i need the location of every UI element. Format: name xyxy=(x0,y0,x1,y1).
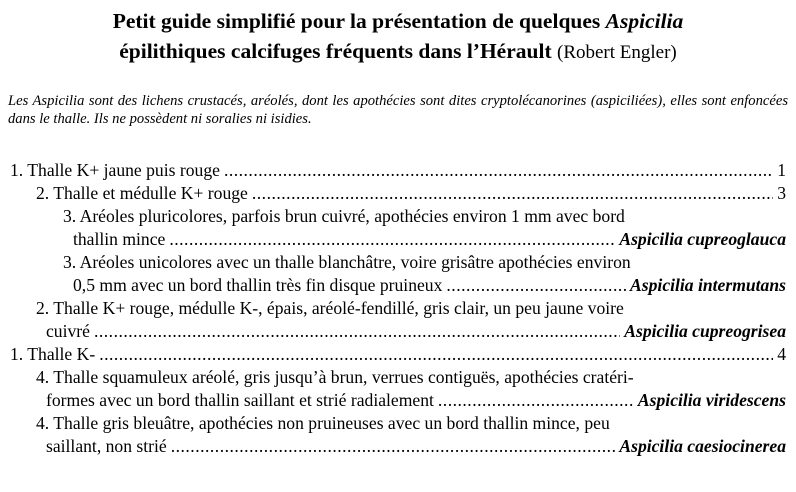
key-entry-line-1: 2. Thalle K+ rouge, médulle K-, épais, aréolé-fendillé, gris clair, un peu jaune voire xyxy=(36,298,624,318)
leader-dots xyxy=(252,182,773,205)
document-title xyxy=(0,6,796,68)
key-entry-line-2: formes avec un bord thallin saillant et strié radialement xyxy=(46,390,434,410)
intro-paragraph: Les Aspicilia sont des lichens crustacés, aréolés, dont les apothécies sont dites cryptolécanorines (aspiciliées), elles sont enfoncées dans le thalle. Ils ne possèdent ni soralies ni isidies. xyxy=(8,93,788,127)
key-entry-line-1: 3. Aréoles unicolores avec un thalle blanchâtre, voire grisâtre apothécies environ xyxy=(63,252,631,272)
title-line-1-text: Petit guide simplifié pour la présentation de quelques xyxy=(112,9,606,33)
key-entry-1 xyxy=(10,159,786,182)
species-name: Aspicilia intermutans xyxy=(630,275,786,295)
key-entry-5 xyxy=(36,297,786,343)
key-entry-target: 3 xyxy=(777,183,786,203)
species-name: Aspicilia caesiocinerea xyxy=(619,436,786,456)
title-line-1 xyxy=(0,6,796,36)
leader-dots xyxy=(99,343,773,366)
key-entry-4 xyxy=(63,251,786,297)
key-entry-line-2: thallin mince xyxy=(73,229,166,249)
key-entry-line-1: 3. Aréoles pluricolores, parfois brun cuivré, apothécies environ 1 mm avec bord xyxy=(63,206,625,226)
species-name: Aspicilia cupreoglauca xyxy=(619,229,786,249)
species-name: Aspicilia viridescens xyxy=(637,390,786,410)
key-entry-line-1: 4. Thalle gris bleuâtre, apothécies non pruineuses avec un bord thallin mince, peu xyxy=(36,413,610,433)
key-entry-2 xyxy=(36,182,786,205)
title-line-2-text: épilithiques calcifuges fréquents dans l’Hérault xyxy=(119,39,552,63)
key-entry-6 xyxy=(10,343,786,366)
leader-dots xyxy=(94,320,620,343)
key-entry-line-2: saillant, non strié xyxy=(46,436,167,456)
key-entry-text: 2. Thalle et médulle K+ rouge xyxy=(36,183,248,203)
leader-dots xyxy=(438,389,634,412)
identification-key xyxy=(0,159,796,458)
key-entry-text: 1. Thalle K- xyxy=(10,344,96,364)
leader-dots xyxy=(169,228,615,251)
leader-dots xyxy=(224,159,773,182)
key-entry-7 xyxy=(36,366,786,412)
key-entry-line-2: 0,5 mm avec un bord thallin très fin disque pruineux xyxy=(73,275,443,295)
key-entry-line-2: cuivré xyxy=(46,321,90,341)
key-entry-3 xyxy=(63,205,786,251)
title-line-2 xyxy=(0,36,796,68)
species-name: Aspicilia cupreogrisea xyxy=(624,321,786,341)
leader-dots xyxy=(171,435,616,458)
title-genus: Aspicilia xyxy=(605,9,684,33)
key-entry-target: 1 xyxy=(777,160,786,180)
leader-dots xyxy=(446,274,626,297)
key-entry-target: 4 xyxy=(777,344,786,364)
author: (Robert Engler) xyxy=(557,42,677,63)
key-entry-8 xyxy=(36,412,786,458)
key-entry-line-1: 4. Thalle squamuleux aréolé, gris jusqu’à brun, verrues contiguës, apothécies cratéri- xyxy=(36,367,634,387)
key-entry-text: 1. Thalle K+ jaune puis rouge xyxy=(10,160,220,180)
